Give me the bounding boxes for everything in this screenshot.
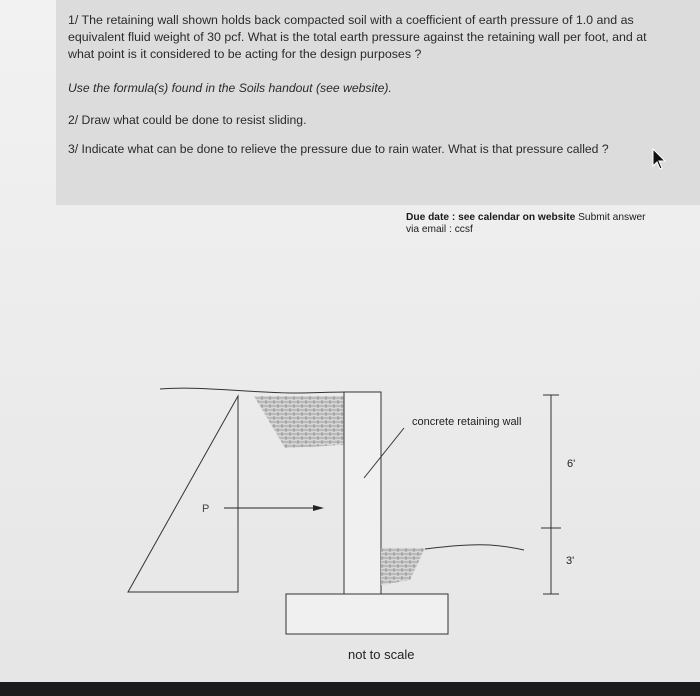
scale-note: not to scale <box>348 647 415 662</box>
instruction-text: Use the formula(s) found in the Soils handout (see website). <box>68 81 392 95</box>
dim-lower-label: 3' <box>566 555 575 567</box>
wall-label: concrete retaining wall <box>412 416 522 428</box>
soil-right-hatch <box>381 548 425 585</box>
question-2: 2/ Draw what could be done to resist sliding. <box>68 113 307 127</box>
dim-upper-label: 6' <box>567 458 576 470</box>
soil-hatch <box>254 396 344 448</box>
screen-bezel <box>0 682 700 696</box>
pressure-triangle <box>128 396 238 592</box>
question-3: 3/ Indicate what can be done to relieve the pressure due to rain water. What is that pressure called ? <box>68 142 609 156</box>
p-label: P <box>202 503 210 515</box>
ground-line-right <box>425 545 524 550</box>
due-date-bold: Due date : see calendar on website <box>406 212 576 223</box>
mouse-pointer-icon <box>652 148 668 172</box>
wall-stem <box>344 392 381 594</box>
retaining-wall-diagram <box>0 370 700 670</box>
p-arrowhead <box>313 505 324 511</box>
submit-note: Submit answer via email : ccsf <box>406 212 646 235</box>
due-date-note <box>406 212 656 236</box>
ground-line <box>160 388 346 393</box>
wall-footing <box>286 594 448 634</box>
question-1: 1/ The retaining wall shown holds back compacted soil with a coefficient of earth pressure of 1.0 and as equivalent fluid weight of 30 pcf. What is the total earth pressure against the retaining wall per foot, and at what point is it considered to be acting for the design purposes ? <box>68 13 647 61</box>
